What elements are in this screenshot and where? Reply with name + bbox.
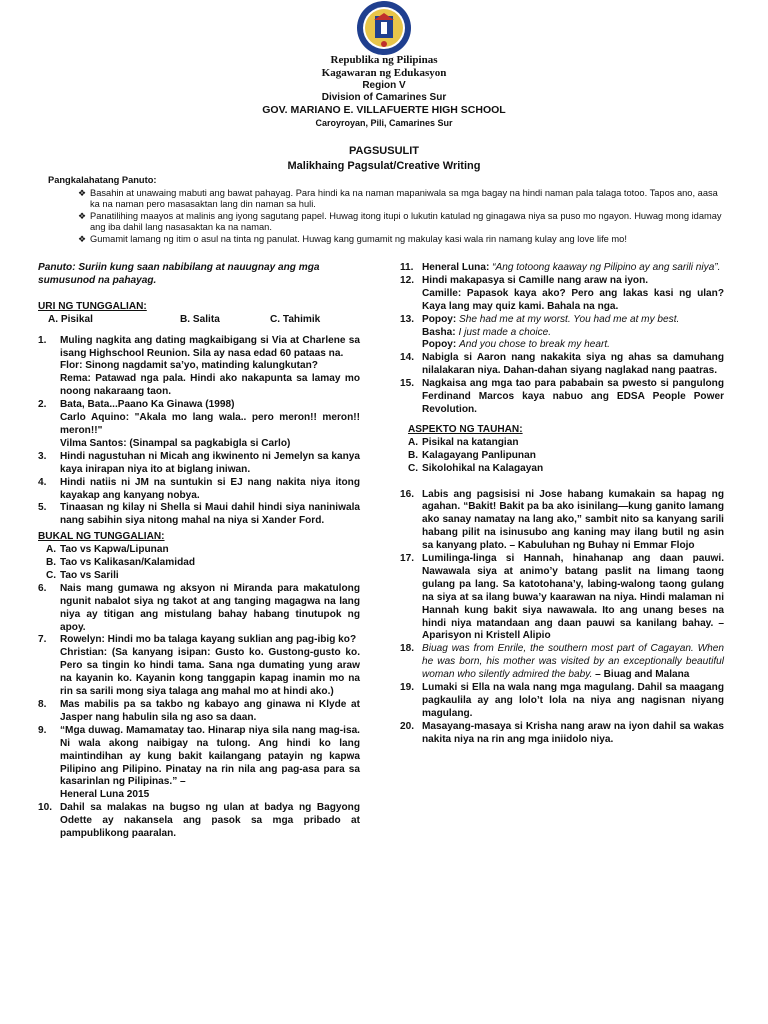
question-item: 8. Mas mabilis pa sa takbo ng kabayo ang ginawa ni Klyde at Jasper nang habulin sila ng aso sa daan.: [38, 699, 360, 723]
region-line: Region V: [362, 80, 406, 91]
question-item: 19. Lumaki si Ella na wala nang mga magulang. Dahil sa maagang pagkaulila ay ang lolo’t lola na niya ang nagisnan niyang magulang.: [400, 682, 724, 719]
question-item: 2. Bata, Bata...Paano Ka Ginawa (1998) Carlo Aquino: "Akala mo lang wala.. pero meron!! meron!! meron!!" Vilma Santos: (Sinampal sa pagkabigla si Carlo): [38, 399, 360, 449]
school-address: Caroyroyan, Pili, Camarines Sur: [315, 118, 453, 128]
question-item: 16. Labis ang pagsisisi ni Jose habang kumakain sa hapag ng agahan. “Bakit! Bakit pa ba ako isinilang—kung ganito lamang ako sanay namatay na lang ako,” sambit nito sa kanyang sarili habang pilit na isinusubo ang kaning may ilang butil ng asin sa kanyang plato. – Kabuluhan ng Buhay ni Emmar Flojo: [400, 488, 724, 552]
uri-option: A. Pisikal: [48, 313, 93, 325]
question-item: 17. Lumilinga-linga si Hannah, hinahanap ang daan pauwi. Nawawala siya at animo’y batang paslit na limang taong gulang pa lang. Sa katotohana’y, labing-walong taong gulang na siya at sa ilang buwa’y kaarawan na niya. Hindi malaman ni Hannah kung bakit siya nawawala. Ito ang unang beses na hindi niya matandaan ang daan pauwi sa kanilang bahay. – Aparisyon ni Kristell Alipio: [400, 553, 724, 642]
question-item: 12. Hindi makapasya si Camille nang araw na iyon. Camille: Papasok kaya ako? Pero ang lakas kasi ng ulan? Kaya lang may quiz kami. Bahala na nga.: [400, 274, 724, 312]
exam-title: PAGSUSULIT: [348, 145, 420, 157]
republic-line: Republika ng Pilipinas: [330, 54, 438, 66]
diamond-bullet-icon: ❖: [78, 233, 87, 244]
aspekto-option: C. Sikolohikal na Kalagayan: [408, 462, 544, 474]
question-item: 7. Rowelyn: Hindi mo ba talaga kayang suklian ang pag-ibig ko? Christian: (Sa kanyang isipan: Gusto ko. Gustong-gusto ko. Pero sa tingin ko hindi tama. Sana nga dumating yung araw na kayanin ko. Kayanin kong tanggapin kapag inamin mo na rin sa sarili mong siya talaga ang mahal mo at hindi ako.): [38, 634, 360, 698]
division-line: Division of Camarines Sur: [321, 92, 447, 103]
aspekto-option: A. Pisikal na katangian: [408, 436, 519, 448]
question-item: 13. Popoy: She had me at my worst. You had me at my best. Basha: I just made a choice. Popoy: And you chose to break my heart.: [400, 313, 680, 351]
uri-option: B. Salita: [180, 313, 220, 325]
general-instructions-label: Pangkalahatang Panuto:: [48, 175, 157, 185]
deped-seal-logo: [348, 0, 420, 60]
school-name: GOV. MARIANO E. VILLAFUERTE HIGH SCHOOL: [262, 104, 506, 116]
bukal-option: A. Tao vs Kapwa/Lipunan: [46, 544, 169, 556]
uri-options: [38, 314, 360, 327]
instruction-bullet: ❖ Basahin at unawaing mabuti ang bawat pahayag. Para hindi ka na naman mapaniwala sa mga bagay na hindi naman pala talaga totoo. Tapos ano, aasa ka na naman pero masasaktan lang din naman sa huli.: [78, 187, 718, 210]
bukal-heading: BUKAL NG TUNGGALIAN:: [38, 531, 165, 543]
uri-heading: URI NG TUNGGALIAN:: [38, 300, 147, 312]
diamond-bullet-icon: ❖: [78, 210, 87, 221]
uri-option: C. Tahimik: [270, 313, 321, 325]
bukal-option: C. Tao vs Sarili: [46, 569, 119, 581]
question-item: 20. Masayang-masaya si Krisha nang araw na iyon dahil sa wakas nakita niya na rin ang mga iniidolo niya.: [400, 720, 724, 745]
question-item: 14. Nabigla si Aaron nang nakakita siya ng ahas sa damuhang nilalakaran niya. Dahan-dahan siyang naglakad nang paatras.: [400, 352, 724, 377]
instruction-bullet: ❖ Panatilihing maayos at malinis ang iyong sagutang papel. Huwag itong itupi o lukutin katulad ng ginagawa niya sa puso mo ngayon. Huwag mong idamay ang iba dahil lang nasasaktan ka na naman.: [78, 210, 722, 233]
right-column: [400, 262, 724, 747]
general-instructions: [48, 175, 728, 246]
question-item: 10. Dahil sa malakas na bugso ng ulan at badya ng Bagyong Odette ay nakansela ang pasok sa mga pribado at pampublikong paaralan.: [38, 802, 360, 840]
instruction-bullet: ❖ Gumamit lamang ng itim o asul na tinta ng panulat. Huwag kang gumamit ng makulay kasi wala rin namang kulay ang love life mo!: [78, 233, 627, 244]
question-item: 9. “Mga duwag. Mamamatay tao. Hinarap niya sila nang mag-isa. Ni wala akong naibigay na tulong. Ang hindi ko lang maintindihan ay kung bakit kailangang patayin ng kapwa Pilipino ang Pilipino. Pinatay na rin nila ang pag-asa para sa kasarinlan ng Pilipinas.” – Heneral Luna 2015: [38, 724, 360, 801]
question-item: 6. Nais mang gumawa ng aksyon ni Miranda para makatulong ngunit nabalot siya ng takot at ang tanging magagwa na lang niya ay titigan ang mistulang bahay habang tinutupok ng apoy.: [38, 582, 360, 633]
left-column: [38, 262, 360, 841]
question-item: 3. Hindi nagustuhan ni Micah ang ikwinento ni Jemelyn sa kanya kaya inirapan niya ito at biglang iniwan.: [38, 450, 360, 475]
bukal-option: B. Tao vs Kalikasan/Kalamidad: [46, 557, 196, 569]
panuto-instruction: Panuto: Suriin kung saan nabibilang at nauugnay ang mga sumusunod na pahayag.: [38, 262, 320, 286]
question-item: 11. Heneral Luna: “Ang totoong kaaway ng Pilipino ay ang sarili niya”.: [400, 262, 721, 273]
question-item: 5. Tinaasan ng kilay ni Shella si Maui dahil hindi siya naniniwala nang sabihin siya nitong mahal na niya si Xander Ford.: [38, 502, 360, 527]
aspekto-heading: ASPEKTO NG TAUHAN:: [408, 423, 523, 435]
department-line: Kagawaran ng Edukasyon: [321, 67, 447, 79]
question-item: 1. Muling nagkita ang dating magkaibigang si Via at Charlene sa isang Highschool Reunion. Sila ay nasa edad 60 pataas na. Flor: Sinong nagdamit sa’yo, matinding kalungkutan? Rema: Patawad nga pala. Hindi ako nakapunta sa lamay mo noong nakaraang taon.: [38, 334, 360, 398]
exam-subtitle: Malikhaing Pagsulat/Creative Writing: [287, 160, 481, 172]
question-item: 15. Nagkaisa ang mga tao para pababain sa pwesto si pangulong Ferdinand Marcos kaya nabuo ang EDSA People Power Revolution.: [400, 378, 724, 415]
question-item: 4. Hindi natiis ni JM na suntukin si EJ nang nakita niya itong kayakap ang kanyang nobya.: [38, 476, 360, 501]
aspekto-option: B. Kalagayang Panlipunan: [408, 449, 536, 461]
question-item: 18. Biuag was from Enrile, the southern most part of Cagayan. When he was born, his mother was visited by an exceptionally beautiful woman who silently admired the baby. – Biuag and Malana: [400, 643, 724, 681]
diamond-bullet-icon: ❖: [78, 187, 87, 198]
